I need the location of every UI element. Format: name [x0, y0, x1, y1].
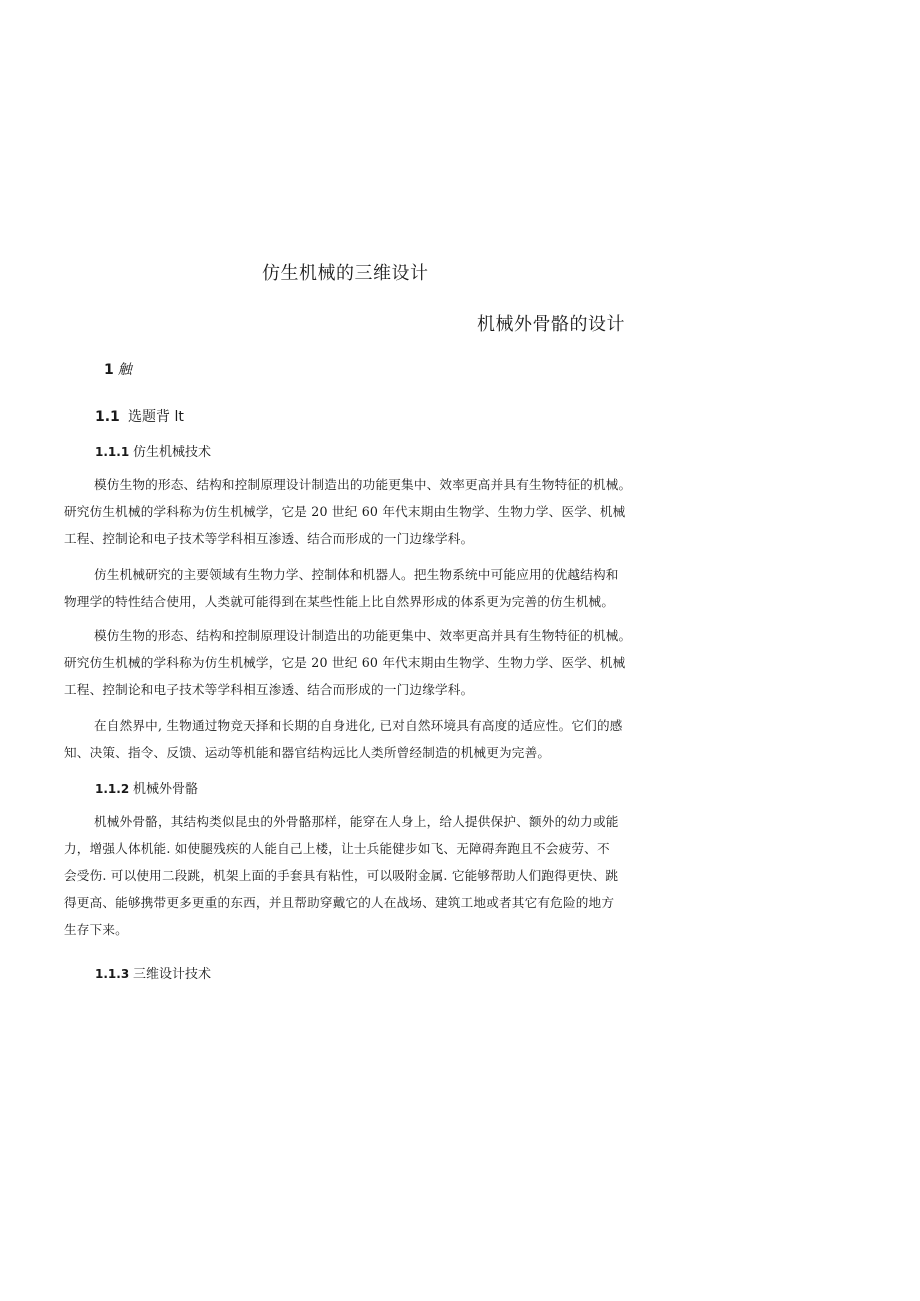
- paragraph-line: 机械外骨骼，其结构类似昆虫的外骨骼那样，能穿在人身上，给人提供保护、额外的幼力或能: [94, 814, 619, 829]
- subsection-heading-2: [95, 778, 198, 797]
- paragraph-line: 研究仿生机械的学科称为仿生机械学，它是 20 世纪 60 年代末期由生物学、生物力学、医学、机械: [64, 655, 626, 670]
- document-title: 仿生机械的三维设计: [262, 263, 429, 284]
- subsection-heading-3: [95, 963, 211, 982]
- paragraph-5: [64, 808, 636, 943]
- section-heading: [95, 406, 184, 426]
- paragraph-line: 力，增强人体机能. 如使腿残疾的人能自己上楼，让士兵能健步如飞、无障碍奔跑且不会疲劳、不: [64, 841, 610, 856]
- chapter-title: 触: [117, 362, 132, 378]
- paragraph-line: 工程、控制论和电子技术等学科相互渗透、结合而形成的一门边缘学科。: [64, 531, 474, 546]
- document-subtitle: 机械外骨骼的设计: [477, 314, 625, 335]
- subsection-title: 机械外骨骼: [133, 782, 199, 797]
- subsection-number: 1.1.3: [95, 967, 130, 981]
- section-number: 1.1: [95, 409, 120, 425]
- subsection-title: 三维设计技术: [133, 967, 212, 982]
- chapter-number: 1: [104, 362, 114, 378]
- paragraph-4: [64, 712, 636, 766]
- section-title: 选题背 lt: [128, 409, 184, 425]
- subsection-title: 仿生机械技术: [133, 445, 212, 460]
- paragraph-line: 物理学的特性结合使用，人类就可能得到在某些性能上比自然界形成的体系更为完善的仿生机械。: [64, 594, 615, 609]
- paragraph-line: 模仿生物的形态、结构和控制原理设计制造出的功能更集中、效率更高并具有生物特征的机械。: [94, 477, 632, 492]
- chapter-heading: [104, 359, 132, 379]
- paragraph-3: [64, 622, 636, 703]
- paragraph-line: 会受伤. 可以使用二段跳，机架上面的手套具有粘性，可以吸附金属. 它能够帮助人们跑得更快、跳: [64, 868, 619, 883]
- paragraph-line: 仿生机械研究的主要领域有生物力学、控制体和机器人。把生物系统中可能应用的优越结构和: [94, 567, 619, 582]
- paragraph-1: [64, 471, 636, 552]
- paragraph-line: 得更高、能够携带更多更重的东西，并且帮助穿戴它的人在战场、建筑工地或者其它有危险的地方: [64, 895, 615, 910]
- paragraph-line: 模仿生物的形态、结构和控制原理设计制造出的功能更集中、效率更高并具有生物特征的机械。: [94, 628, 632, 643]
- subsection-number: 1.1.2: [95, 782, 130, 796]
- paragraph-2: [64, 561, 636, 615]
- paragraph-line: 知、决策、指令、反馈、运动等机能和器官结构远比人类所曾经制造的机械更为完善。: [64, 745, 551, 760]
- subsection-heading-1: [95, 441, 211, 460]
- paragraph-line: 生存下来。: [64, 922, 128, 937]
- paragraph-line: 在自然界中, 生物通过物竞天择和长期的自身进化, 已对自然环境具有高度的适应性。它们的感: [94, 718, 623, 733]
- subsection-number: 1.1.1: [95, 445, 130, 459]
- paragraph-line: 工程、控制论和电子技术等学科相互渗透、结合而形成的一门边缘学科。: [64, 682, 474, 697]
- paragraph-line: 研究仿生机械的学科称为仿生机械学，它是 20 世纪 60 年代末期由生物学、生物力学、医学、机械: [64, 504, 626, 519]
